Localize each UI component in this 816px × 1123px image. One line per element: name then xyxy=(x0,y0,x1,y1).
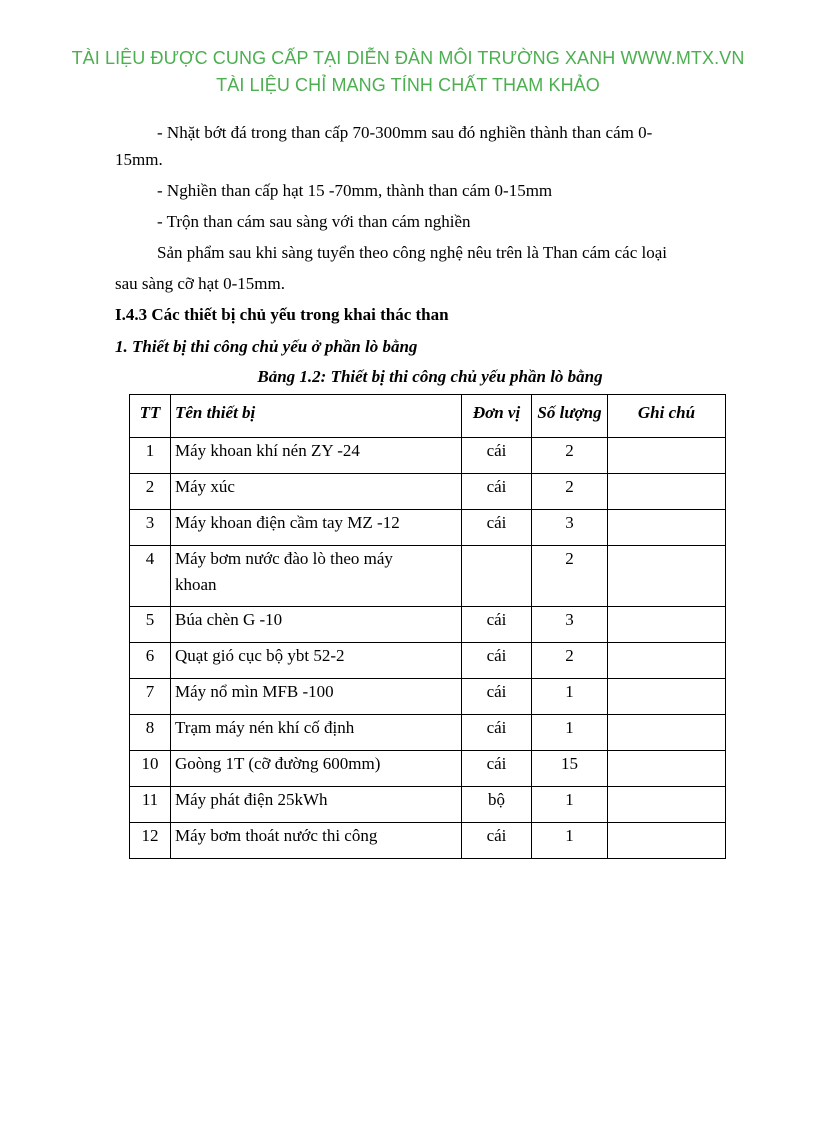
cell-note xyxy=(608,607,726,643)
cell-name: Goòng 1T (cỡ đường 600mm) xyxy=(171,751,462,787)
cell-tt: 11 xyxy=(130,787,171,823)
paragraph-4-line-1: Sản phẩm sau khi sàng tuyển theo công nghệ nêu trên là Than cám các loại xyxy=(157,243,667,262)
cell-name: Máy bơm thoát nước thi công xyxy=(171,823,462,859)
cell-name: Máy phát điện 25kWh xyxy=(171,787,462,823)
cell-tt: 10 xyxy=(130,751,171,787)
table-row xyxy=(130,607,726,643)
cell-note xyxy=(608,438,726,474)
table-row xyxy=(130,643,726,679)
cell-quantity: 3 xyxy=(532,510,608,546)
cell-quantity: 1 xyxy=(532,679,608,715)
paragraph-1-line-2: 15mm. xyxy=(115,150,163,169)
cell-tt: 4 xyxy=(130,546,171,607)
cell-note xyxy=(608,679,726,715)
cell-name: Máy khoan khí nén ZY -24 xyxy=(171,438,462,474)
table-header-row xyxy=(130,395,726,438)
cell-quantity: 15 xyxy=(532,751,608,787)
paragraph-1-line-1: - Nhặt bớt đá trong than cấp 70-300mm sau đó nghiền thành than cám 0- xyxy=(157,123,653,142)
banner-line-2: TÀI LIỆU CHỈ MANG TÍNH CHẤT THAM KHẢO xyxy=(216,75,600,95)
cell-name: Trạm máy nén khí cố định xyxy=(171,715,462,751)
table-row xyxy=(130,679,726,715)
cell-unit: cái xyxy=(462,679,532,715)
cell-unit: cái xyxy=(462,715,532,751)
cell-unit: cái xyxy=(462,823,532,859)
paragraph-2: - Nghiền than cấp hạt 15 -70mm, thành than cám 0-15mm xyxy=(157,181,553,200)
subsection-heading: 1. Thiết bị thi công chủ yếu ở phần lò bằng xyxy=(115,337,418,356)
cell-name: Máy nổ mìn MFB -100 xyxy=(171,679,462,715)
cell-note xyxy=(608,510,726,546)
cell-name-line-2: khoan xyxy=(175,575,217,594)
cell-tt: 6 xyxy=(130,643,171,679)
cell-tt: 3 xyxy=(130,510,171,546)
cell-note xyxy=(608,751,726,787)
cell-unit: cái xyxy=(462,510,532,546)
header-unit: Đơn vị xyxy=(462,395,532,438)
cell-unit: bộ xyxy=(462,787,532,823)
cell-tt: 7 xyxy=(130,679,171,715)
header-name: Tên thiết bị xyxy=(171,395,462,438)
cell-quantity: 1 xyxy=(532,787,608,823)
cell-tt: 8 xyxy=(130,715,171,751)
cell-quantity: 1 xyxy=(532,823,608,859)
cell-quantity: 1 xyxy=(532,715,608,751)
cell-unit: cái xyxy=(462,751,532,787)
table-row xyxy=(130,438,726,474)
cell-tt: 1 xyxy=(130,438,171,474)
cell-name: Máy khoan điện cầm tay MZ -12 xyxy=(171,510,462,546)
cell-name-line-1: Máy bơm nước đào lò theo máy xyxy=(175,549,393,568)
header-note: Ghi chú xyxy=(608,395,726,438)
table-row xyxy=(130,715,726,751)
cell-unit xyxy=(462,546,532,607)
cell-unit: cái xyxy=(462,438,532,474)
table-row xyxy=(130,474,726,510)
cell-note xyxy=(608,546,726,607)
table-row xyxy=(130,546,726,607)
cell-unit: cái xyxy=(462,474,532,510)
cell-tt: 5 xyxy=(130,607,171,643)
cell-note xyxy=(608,787,726,823)
table-caption: Bảng 1.2: Thiết bị thi công chủ yếu phần lò bằng xyxy=(257,367,603,386)
cell-name: Máy xúc xyxy=(171,474,462,510)
cell-name: Búa chèn G -10 xyxy=(171,607,462,643)
header-tt: TT xyxy=(130,395,171,438)
header-quantity: Số lượng xyxy=(532,395,608,438)
cell-quantity: 3 xyxy=(532,607,608,643)
cell-note xyxy=(608,823,726,859)
cell-name xyxy=(171,546,462,607)
cell-unit: cái xyxy=(462,643,532,679)
equipment-table xyxy=(129,394,726,859)
cell-unit: cái xyxy=(462,607,532,643)
cell-note xyxy=(608,715,726,751)
cell-quantity: 2 xyxy=(532,643,608,679)
table-row xyxy=(130,751,726,787)
cell-note xyxy=(608,643,726,679)
cell-quantity: 2 xyxy=(532,546,608,607)
table-row xyxy=(130,510,726,546)
cell-tt: 12 xyxy=(130,823,171,859)
section-heading: I.4.3 Các thiết bị chủ yếu trong khai thác than xyxy=(115,305,449,324)
table-row xyxy=(130,823,726,859)
cell-quantity: 2 xyxy=(532,438,608,474)
paragraph-3: - Trộn than cám sau sàng với than cám nghiền xyxy=(157,212,471,231)
cell-name: Quạt gió cục bộ ybt 52-2 xyxy=(171,643,462,679)
paragraph-4-line-2: sau sàng cỡ hạt 0-15mm. xyxy=(115,274,285,293)
cell-tt: 2 xyxy=(130,474,171,510)
cell-note xyxy=(608,474,726,510)
banner-line-1: TÀI LIỆU ĐƯỢC CUNG CẤP TẠI DIỄN ĐÀN MÔI TRƯỜNG XANH WWW.MTX.VN xyxy=(71,48,745,68)
cell-quantity: 2 xyxy=(532,474,608,510)
table-row xyxy=(130,787,726,823)
